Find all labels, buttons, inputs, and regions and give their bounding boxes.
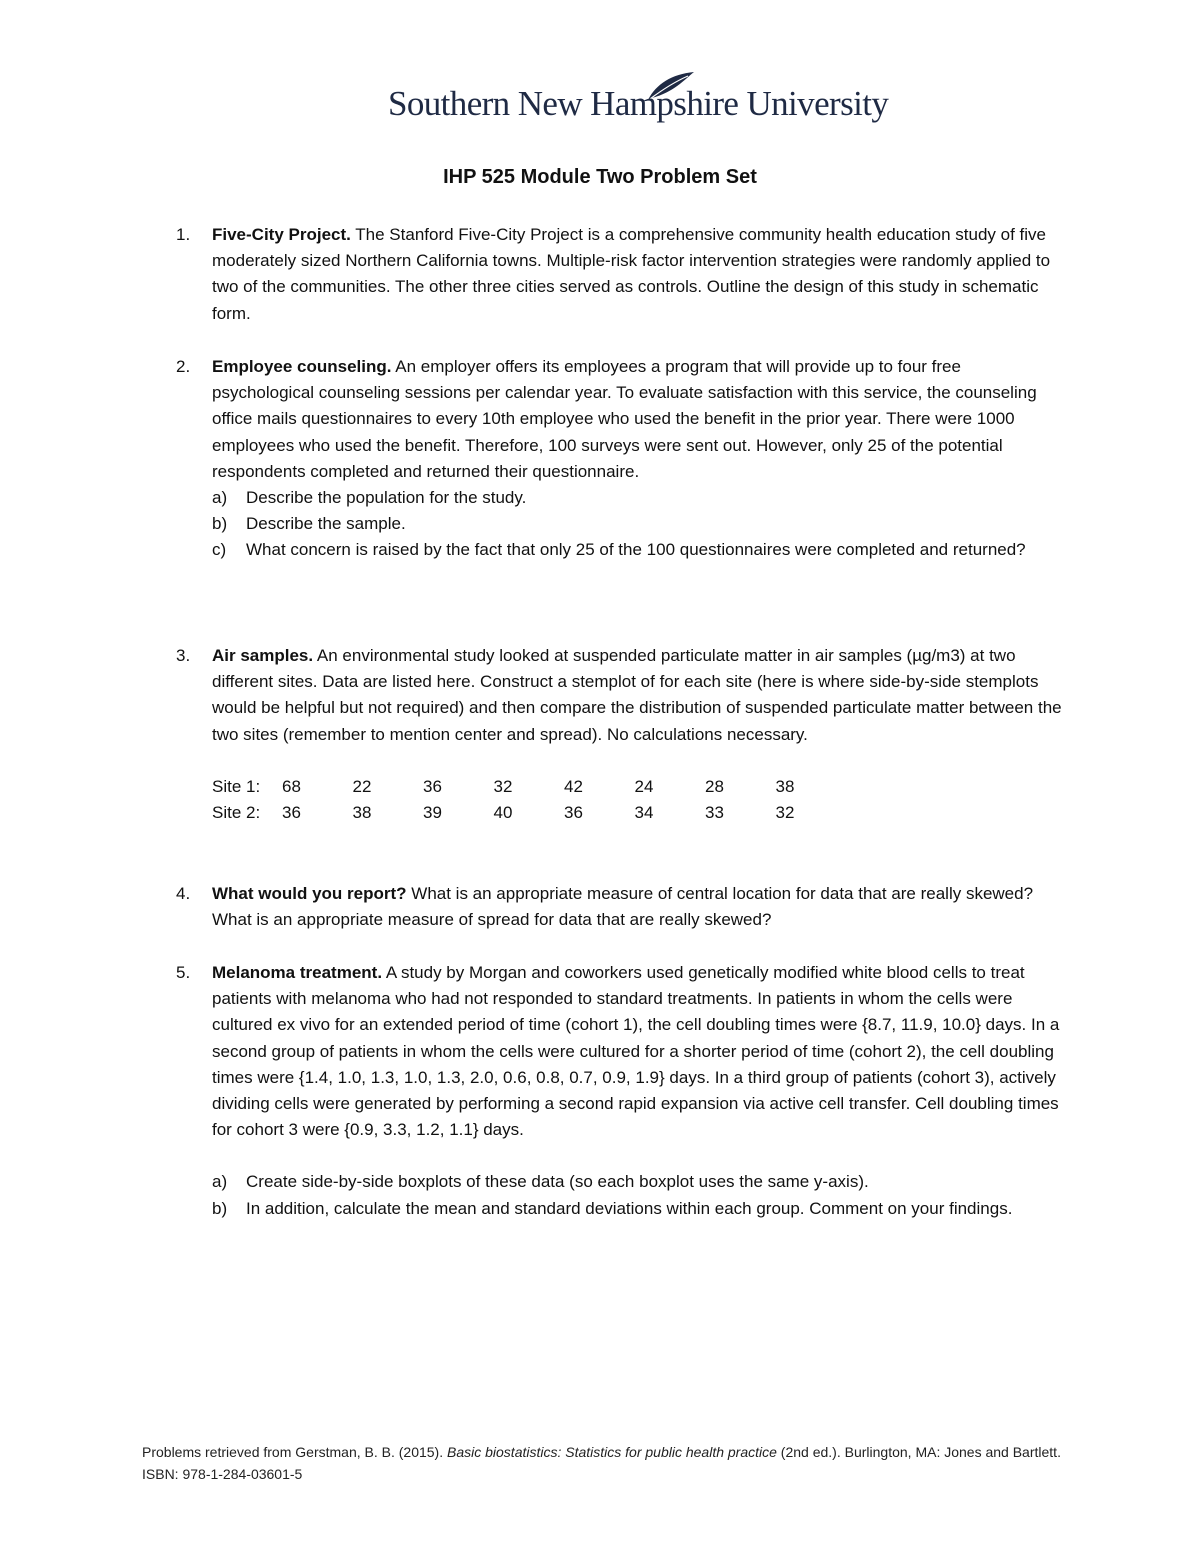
site-value: 40 [493, 803, 513, 822]
site-value: 36 [423, 776, 442, 796]
site-data-table [212, 774, 1066, 826]
site-row [212, 800, 1066, 826]
sub-question-text: In addition, calculate the mean and standard deviations within each group. Comment on your findings. [246, 1198, 1013, 1218]
sub-question-label: b) [212, 1198, 228, 1218]
question-text: An environmental study looked at suspended particulate matter in air samples (µg/m3) at two different sites. Data are listed here. Construct a stemplot of for each site (here is where side-by-side stemplots would be helpful but not required) and then compare the distribution of suspended particulate matter between the two sites (remember to mention center and spread). No calculations necessary. [212, 646, 1062, 744]
site-value: 42 [564, 776, 583, 796]
question-2 [176, 354, 1066, 564]
question-number: 2. [176, 357, 191, 376]
page-title: IHP 525 Module Two Problem Set [443, 166, 757, 188]
site-value: 32 [775, 803, 795, 822]
question-number: 1. [176, 225, 191, 244]
sub-question-text: What concern is raised by the fact that only 25 of the 100 questionnaires were completed and returned? [246, 540, 1026, 560]
site-value: 38 [775, 776, 795, 796]
question-heading: Five-City Project. [212, 225, 351, 244]
site-value: 33 [705, 803, 724, 822]
university-logo [388, 70, 889, 136]
question-4 [176, 881, 1066, 933]
site-row [212, 774, 1066, 800]
sub-question-text: Describe the sample. [246, 514, 406, 534]
site-value: 32 [493, 776, 513, 796]
site-label: Site 1: [212, 776, 261, 796]
question-1 [176, 222, 1066, 327]
question-text: The Stanford Five-City Project is a comprehensive community health education study of five moderately sized Northern California towns. Multiple-risk factor intervention strategies were randomly applied to two of the communities. The other three cities served as controls. Outline the design of this study in schematic form. [212, 225, 1051, 323]
question-heading: What would you report? [212, 884, 407, 903]
question-heading: Employee counseling. [212, 357, 392, 376]
sub-question-label: a) [212, 488, 228, 508]
sub-question [176, 1196, 1066, 1222]
site-value: 39 [423, 803, 442, 822]
footer-citation [142, 1441, 1062, 1485]
question-number: 5. [176, 963, 191, 982]
sub-question [176, 485, 1066, 511]
site-value: 22 [352, 776, 372, 796]
site-value: 38 [352, 803, 372, 822]
citation-book-title: Basic biostatistics: Statistics for public health practice [447, 1444, 777, 1460]
sub-question [176, 511, 1066, 537]
question-3 [176, 643, 1066, 826]
sub-question [176, 537, 1066, 563]
question-text: What is an appropriate measure of central location for data that are really skewed? What is an appropriate measure of spread for data that are really skewed? [212, 884, 1034, 930]
citation-prefix: Problems retrieved from Gerstman, B. B. (2015). [142, 1444, 447, 1460]
question-text: A study by Morgan and coworkers used genetically modified white blood cells to treat patients with melanoma who had not responded to standard treatments. In patients in whom the cells were cultured ex vivo for an extended period of time (cohort 1), the cell doubling times were {8.7, 11.9, 10.0} days. In a second group of patients in whom the cells were cultured for a shorter period of time (cohort 2), the cell doubling times were {1.4, 1.0, 1.3, 1.0, 1.3, 2.0, 0.6, 0.8, 0.7, 0.9, 1.9} days. In a third group of patients (cohort 3), actively dividing cells were generated by performing a second rapid expansion via active cell transfer. Cell doubling times for cohort 3 were {0.9, 3.3, 1.2, 1.1} days. [212, 963, 1060, 1140]
citation-suffix: (2nd ed.). Burlington, MA: Jones and Bartlett. ISBN: 978-1-284-03601-5 [142, 1444, 1061, 1482]
question-number: 3. [176, 646, 191, 665]
sub-question-label: c) [212, 540, 227, 560]
sub-question-text: Describe the population for the study. [246, 488, 527, 508]
logo-text: Southern New Hampshire University [388, 84, 889, 123]
site-value: 68 [282, 776, 301, 796]
question-heading: Melanoma treatment. [212, 963, 383, 982]
sub-question-label: b) [212, 514, 228, 534]
sub-question-text: Create side-by-side boxplots of these data (so each boxplot uses the same y-axis). [246, 1172, 869, 1192]
question-5 [176, 960, 1066, 1222]
sub-question [176, 1169, 1066, 1195]
site-value: 36 [282, 803, 301, 822]
question-text: An employer offers its employees a program that will provide up to four free psychological counseling sessions per calendar year. To evaluate satisfaction with this service, the counseling office mails questionnaires to every 10th employee who used the benefit in the prior year. There were 1000 employees who used the benefit. Therefore, 100 surveys were sent out. However, only 25 of the potential respondents completed and returned their questionnaire. [212, 357, 1037, 481]
site-value: 24 [634, 776, 654, 796]
site-value: 34 [634, 803, 654, 822]
question-number: 4. [176, 884, 191, 903]
sub-question-label: a) [212, 1172, 228, 1192]
site-label: Site 2: [212, 803, 261, 822]
site-value: 28 [705, 776, 724, 796]
site-value: 36 [564, 803, 583, 822]
question-heading: Air samples. [212, 646, 314, 665]
